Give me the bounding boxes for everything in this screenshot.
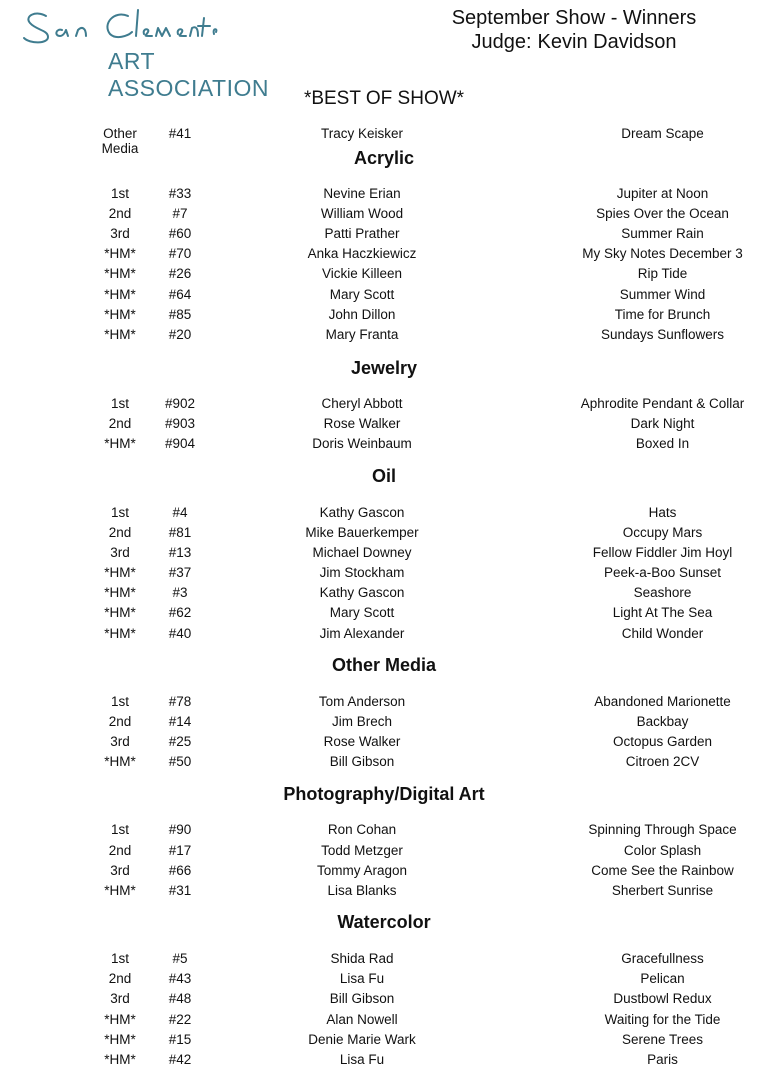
row-title: Spinning Through Space bbox=[588, 822, 737, 837]
row-place: 2nd bbox=[108, 416, 132, 431]
table-row bbox=[0, 287, 768, 307]
row-number: #48 bbox=[168, 991, 192, 1006]
row-title: Summer Wind bbox=[619, 287, 706, 302]
row-title: Seashore bbox=[633, 585, 692, 600]
table-row bbox=[0, 971, 768, 991]
row-artist: Bill Gibson bbox=[329, 991, 395, 1006]
table-row bbox=[0, 754, 768, 774]
row-number: #903 bbox=[164, 416, 196, 431]
table-row bbox=[0, 863, 768, 883]
logo-script-signature bbox=[18, 6, 218, 50]
row-number: #70 bbox=[168, 246, 192, 261]
best-of-show-label: *BEST OF SHOW* bbox=[303, 88, 465, 109]
table-row bbox=[0, 505, 768, 525]
table-row bbox=[0, 734, 768, 754]
row-artist: Lisa Fu bbox=[339, 1052, 385, 1067]
table-row bbox=[0, 951, 768, 971]
row-place: *HM* bbox=[104, 1032, 136, 1047]
table-row bbox=[0, 714, 768, 734]
row-number: #90 bbox=[168, 822, 192, 837]
row-number: #66 bbox=[168, 863, 192, 878]
row-number: #31 bbox=[168, 883, 192, 898]
row-number: #15 bbox=[168, 1032, 192, 1047]
row-place: *HM* bbox=[104, 1012, 136, 1027]
section-title-photography-digital-art: Photography/Digital Art bbox=[283, 784, 485, 804]
row-number: #3 bbox=[172, 585, 188, 600]
row-number: #902 bbox=[164, 396, 196, 411]
row-place: *HM* bbox=[104, 565, 136, 580]
row-number: #42 bbox=[168, 1052, 192, 1067]
table-row bbox=[0, 266, 768, 286]
table-row bbox=[0, 327, 768, 347]
judge-name: Kevin Davidson bbox=[537, 31, 677, 53]
logo-text: ART ASSOCIATION bbox=[108, 48, 269, 101]
row-title: Citroen 2CV bbox=[625, 754, 700, 769]
table-row bbox=[0, 1032, 768, 1052]
row-number: #40 bbox=[168, 626, 192, 641]
table-row bbox=[0, 883, 768, 903]
row-place: *HM* bbox=[104, 436, 136, 451]
logo bbox=[18, 6, 308, 101]
row-artist: Lisa Blanks bbox=[327, 883, 397, 898]
table-row bbox=[0, 396, 768, 416]
row-title: Occupy Mars bbox=[622, 525, 703, 540]
section-title-watercolor: Watercolor bbox=[337, 912, 431, 932]
row-artist: Doris Weinbaum bbox=[312, 436, 412, 451]
table-row bbox=[0, 186, 768, 206]
row-number: #14 bbox=[168, 714, 192, 729]
row-title: Aphrodite Pendant & Collar bbox=[580, 396, 745, 411]
row-title: Boxed In bbox=[635, 436, 690, 451]
section-title-jewelry: Jewelry bbox=[350, 358, 418, 378]
row-artist: Rose Walker bbox=[323, 416, 401, 431]
row-place: *HM* bbox=[104, 287, 136, 302]
table-row bbox=[0, 416, 768, 436]
row-number: #81 bbox=[168, 525, 192, 540]
row-title: Dark Night bbox=[630, 416, 695, 431]
row-place: *HM* bbox=[104, 307, 136, 322]
row-place: *HM* bbox=[104, 327, 136, 342]
row-artist: Anka Haczkiewicz bbox=[307, 246, 417, 261]
row-title: Sherbert Sunrise bbox=[611, 883, 714, 898]
row-place: 2nd bbox=[108, 843, 132, 858]
row-number: #22 bbox=[168, 1012, 192, 1027]
row-artist: Mary Franta bbox=[325, 327, 399, 342]
row-number: #43 bbox=[168, 971, 192, 986]
table-row bbox=[0, 843, 768, 863]
row-artist: Alan Nowell bbox=[326, 1012, 398, 1027]
row-title: Come See the Rainbow bbox=[591, 863, 734, 878]
row-title: Paris bbox=[647, 1052, 678, 1067]
section-title-other-media: Other Media bbox=[331, 655, 437, 675]
section-title-oil: Oil bbox=[371, 466, 396, 486]
show-title: September Show - Winners bbox=[451, 7, 697, 29]
row-place: 1st bbox=[110, 694, 129, 709]
table-row bbox=[0, 694, 768, 714]
row-artist: Kathy Gascon bbox=[319, 585, 405, 600]
table-row bbox=[0, 545, 768, 565]
row-artist: John Dillon bbox=[328, 307, 396, 322]
row-artist: Lisa Fu bbox=[339, 971, 385, 986]
row-artist: Mike Bauerkemper bbox=[305, 525, 419, 540]
row-title: My Sky Notes December 3 bbox=[582, 246, 743, 261]
row-title: Spies Over the Ocean bbox=[596, 206, 729, 221]
row-number: #85 bbox=[168, 307, 192, 322]
row-number: #37 bbox=[168, 565, 192, 580]
row-artist: Ron Cohan bbox=[327, 822, 397, 837]
row-title: Light At The Sea bbox=[612, 605, 713, 620]
row-number: #33 bbox=[168, 186, 192, 201]
table-row bbox=[0, 226, 768, 246]
row-place: *HM* bbox=[104, 605, 136, 620]
row-number: #904 bbox=[164, 436, 196, 451]
row-place: *HM* bbox=[104, 626, 136, 641]
row-artist: Jim Brech bbox=[331, 714, 392, 729]
row-number: #26 bbox=[168, 266, 192, 281]
judge-line bbox=[434, 31, 714, 54]
row-title: Fellow Fiddler Jim Hoyl bbox=[592, 545, 733, 560]
table-row bbox=[0, 1012, 768, 1032]
row-title: Summer Rain bbox=[621, 226, 704, 241]
row-place: *HM* bbox=[104, 883, 136, 898]
row-number: #64 bbox=[168, 287, 192, 302]
row-place: 1st bbox=[110, 396, 129, 411]
row-artist: Kathy Gascon bbox=[319, 505, 405, 520]
row-number: #25 bbox=[168, 734, 192, 749]
row-place: 2nd bbox=[108, 525, 132, 540]
row-place: *HM* bbox=[104, 266, 136, 281]
row-place: *HM* bbox=[104, 1052, 136, 1067]
row-title: Sundays Sunflowers bbox=[600, 327, 725, 342]
row-artist: Vickie Killeen bbox=[321, 266, 403, 281]
row-number: #78 bbox=[168, 694, 192, 709]
row-number: #60 bbox=[168, 226, 192, 241]
row-artist: Mary Scott bbox=[329, 605, 395, 620]
table-row bbox=[0, 206, 768, 226]
row-place: 3rd bbox=[110, 863, 130, 878]
table-row bbox=[0, 605, 768, 625]
row-title: Abandoned Marionette bbox=[594, 694, 731, 709]
row-artist: Tom Anderson bbox=[318, 694, 406, 709]
row-title: Serene Trees bbox=[621, 1032, 704, 1047]
judge-label: Judge: bbox=[471, 31, 532, 53]
row-title: Color Splash bbox=[623, 843, 702, 858]
row-place: 2nd bbox=[108, 714, 132, 729]
table-row bbox=[0, 585, 768, 605]
row-place: *HM* bbox=[104, 246, 136, 261]
row-number: #7 bbox=[172, 206, 188, 221]
table-row bbox=[0, 246, 768, 266]
row-artist: Bill Gibson bbox=[329, 754, 395, 769]
row-place: *HM* bbox=[104, 585, 136, 600]
row-artist: Cheryl Abbott bbox=[321, 396, 403, 411]
row-artist: Shida Rad bbox=[330, 951, 394, 966]
row-place: 3rd bbox=[110, 991, 130, 1006]
row-number: #4 bbox=[172, 505, 188, 520]
table-row bbox=[0, 991, 768, 1011]
row-number: #20 bbox=[168, 327, 192, 342]
row-number: #13 bbox=[168, 545, 192, 560]
row-place: 2nd bbox=[108, 206, 132, 221]
row-title: Time for Brunch bbox=[614, 307, 711, 322]
section-title-acrylic: Acrylic bbox=[353, 148, 415, 168]
row-place: 2nd bbox=[108, 971, 132, 986]
row-place: *HM* bbox=[104, 754, 136, 769]
table-row bbox=[0, 525, 768, 545]
row-place: 3rd bbox=[110, 545, 130, 560]
row-artist: Mary Scott bbox=[329, 287, 395, 302]
row-title: Gracefullness bbox=[621, 951, 704, 966]
best-of-show-title: Dream Scape bbox=[621, 126, 704, 141]
row-place: 1st bbox=[110, 822, 129, 837]
row-title: Dustbowl Redux bbox=[613, 991, 712, 1006]
best-of-show-place: Other Media bbox=[101, 126, 139, 156]
row-artist: Michael Downey bbox=[312, 545, 412, 560]
row-artist: Patti Prather bbox=[324, 226, 400, 241]
table-row bbox=[0, 1052, 768, 1072]
row-title: Child Wonder bbox=[621, 626, 704, 641]
best-of-show-artist: Tracy Keisker bbox=[320, 126, 403, 141]
row-title: Hats bbox=[648, 505, 677, 520]
table-row bbox=[0, 626, 768, 646]
best-of-show-number: #41 bbox=[168, 126, 192, 141]
table-row bbox=[0, 436, 768, 456]
table-row bbox=[0, 565, 768, 585]
row-number: #62 bbox=[168, 605, 192, 620]
row-title: Peek-a-Boo Sunset bbox=[603, 565, 722, 580]
row-title: Pelican bbox=[640, 971, 685, 986]
row-place: 1st bbox=[110, 951, 129, 966]
row-title: Waiting for the Tide bbox=[604, 1012, 721, 1027]
row-artist: Tommy Aragon bbox=[316, 863, 408, 878]
row-place: 3rd bbox=[110, 226, 130, 241]
row-number: #17 bbox=[168, 843, 192, 858]
row-artist: Jim Stockham bbox=[319, 565, 405, 580]
row-artist: Denie Marie Wark bbox=[308, 1032, 416, 1047]
row-title: Octopus Garden bbox=[612, 734, 713, 749]
table-row bbox=[0, 822, 768, 842]
row-artist: Rose Walker bbox=[323, 734, 401, 749]
row-number: #5 bbox=[172, 951, 188, 966]
row-title: Rip Tide bbox=[637, 266, 688, 281]
best-of-show-row bbox=[0, 126, 768, 156]
row-artist: Nevine Erian bbox=[323, 186, 401, 201]
row-place: 1st bbox=[110, 186, 129, 201]
row-place: 1st bbox=[110, 505, 129, 520]
row-artist: Todd Metzger bbox=[321, 843, 403, 858]
row-title: Backbay bbox=[636, 714, 689, 729]
row-artist: William Wood bbox=[320, 206, 404, 221]
table-row bbox=[0, 307, 768, 327]
row-title: Jupiter at Noon bbox=[616, 186, 709, 201]
row-place: 3rd bbox=[110, 734, 130, 749]
row-artist: Jim Alexander bbox=[319, 626, 405, 641]
row-number: #50 bbox=[168, 754, 192, 769]
